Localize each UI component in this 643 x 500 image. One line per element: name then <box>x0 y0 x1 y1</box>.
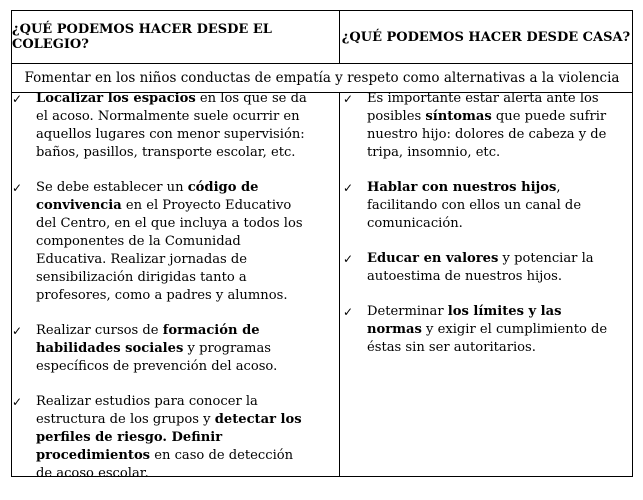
list-item <box>343 303 613 357</box>
list-item <box>12 322 312 376</box>
bold-text: detectar los perfiles de riesgo. Definir procedimientos <box>36 412 302 463</box>
bold-text: los límites y las normas <box>367 304 562 337</box>
header-casa: ¿QUÉ PODEMOS HACER DESDE CASA? <box>341 29 631 45</box>
bold-text: Educar en valores <box>367 251 499 266</box>
item-text: en el Proyecto Educativo del Centro, en el que incluya a todos los componentes de la Comunidad Educativa. Realizar jornadas de sensibilización dirigidas tanto a profesores, como a padres y alumnos. <box>36 198 303 303</box>
bold-text: Hablar con nuestros hijos <box>367 180 557 195</box>
list-item <box>12 179 312 305</box>
item-text: Es importante estar alerta ante los posibles <box>367 91 599 124</box>
item-text: Realizar estudios para conocer la estructura de los grupos y <box>36 394 258 427</box>
header-colegio: ¿QUÉ PODEMOS HACER DESDE EL COLEGIO? <box>12 22 272 52</box>
list-item <box>343 90 613 162</box>
check-mark-icon: ✓ <box>12 181 23 195</box>
column-divider <box>339 93 340 477</box>
column-divider <box>339 11 340 63</box>
check-mark-icon: ✓ <box>343 181 354 195</box>
item-text: en los que se da el acoso. Normalmente suele ocurrir en aquellos lugares con menor supervisión: baños, pasillos, transporte escolar, etc. <box>36 91 307 160</box>
item-text: y exigir el cumplimiento de éstas sin ser autoritarios. <box>367 322 608 355</box>
check-mark-icon: ✓ <box>12 324 23 338</box>
list-item <box>343 250 613 286</box>
item-text: Determinar <box>367 304 448 319</box>
check-mark-icon: ✓ <box>343 92 354 106</box>
item-text: Se debe establecer un <box>36 180 188 195</box>
casa-list <box>343 90 613 374</box>
item-text: , facilitando con ellos un canal de comunicación. <box>367 180 582 231</box>
list-item <box>12 90 312 162</box>
item-text: Realizar cursos de <box>36 323 163 338</box>
header-row <box>12 11 632 64</box>
check-mark-icon: ✓ <box>343 252 354 266</box>
bold-text: síntomas <box>425 109 492 124</box>
subtitle-row: Fomentar en los niños conductas de empatía y respeto como alternativas a la violencia <box>12 64 632 93</box>
item-text: y programas específicos de prevención del acoso. <box>36 341 278 374</box>
check-mark-icon: ✓ <box>12 395 23 409</box>
colegio-list <box>12 90 312 500</box>
item-text: y potenciar la autoestima de nuestros hijos. <box>367 251 594 284</box>
item-text: en caso de detección de acoso escolar. <box>36 448 294 481</box>
item-text: que puede sufrir nuestro hijo: dolores de cabeza y de tripa, insomnio, etc. <box>367 109 607 160</box>
check-mark-icon: ✓ <box>343 305 354 319</box>
bold-text: formación de habilidades sociales <box>36 323 260 356</box>
check-mark-icon: ✓ <box>12 92 23 106</box>
bold-text: código de convivencia <box>36 180 259 213</box>
list-item <box>12 393 312 483</box>
bold-text: Localizar los espacios <box>36 91 196 106</box>
list-item <box>343 179 613 233</box>
